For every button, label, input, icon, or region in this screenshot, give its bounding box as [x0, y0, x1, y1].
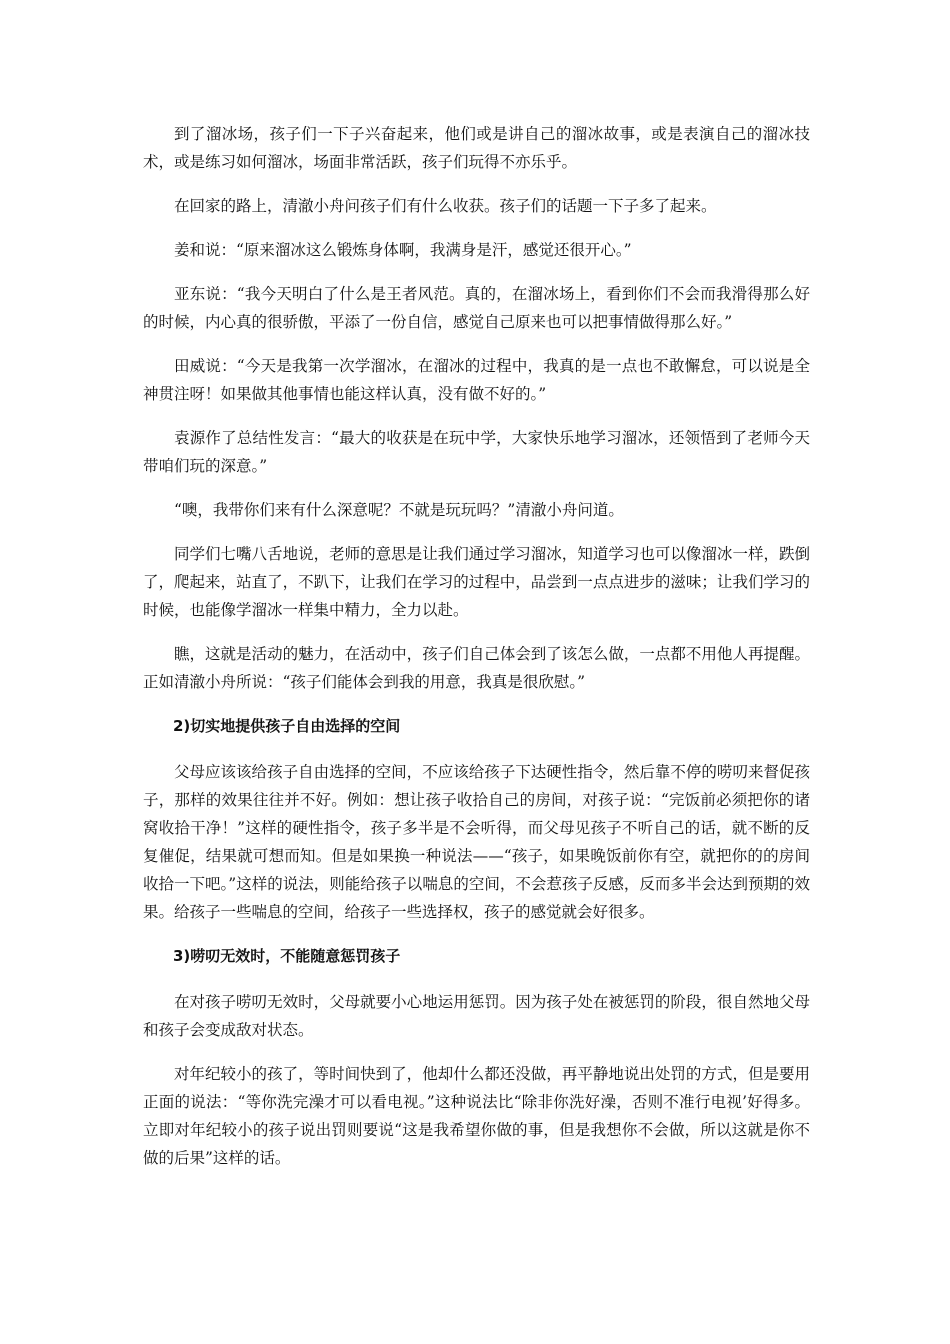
paragraph: 袁源作了总结性发言：“最大的收获是在玩中学，大家快乐地学习溜冰，还领悟到了老师今天带咱们玩的深意。” — [143, 429, 810, 475]
paragraph: 到了溜冰场，孩子们一下子兴奋起来，他们或是讲自己的溜冰故事，或是表演自己的溜冰技术，或是练习如何溜冰，场面非常活跃，孩子们玩得不亦乐乎。 — [143, 125, 810, 171]
paragraph: 亚东说：“我今天明白了什么是王者风范。真的，在溜冰场上，看到你们不会而我滑得那么好的时候，内心真的很骄傲，平添了一份自信，感觉自己原来也可以把事情做得那么好。” — [143, 285, 810, 331]
paragraph: 在回家的路上，清澈小舟问孩子们有什么收获。孩子们的话题一下子多了起来。 — [174, 197, 717, 215]
paragraph: 父母应该该给孩子自由选择的空间，不应该给孩子下达硬性指令，然后靠不停的唠叨来督促孩子，那样的效果往往并不好。例如：想让孩子收拾自己的房间，对孩子说：“完饭前必须把你的诸窝收拾干净！”这样的硬性指令，孩子多半是不会听得，而父母见孩子不听自己的话，就不断的反复催促，结果就可想而知。但是如果换一种说法——“孩子，如果晚饭前你有空，就把你的的房间收拾一下吧。”这样的说法，则能给孩子以喘息的空间，不会惹孩子反感，反而多半会达到预期的效果。给孩子一些喘息的空间，给孩子一些选择权，孩子的感觉就会好很多。 — [143, 763, 810, 921]
section-heading: 2)切实地提供孩子自由选择的空间 — [173, 717, 401, 735]
paragraph: “噢，我带你们来有什么深意呢？不就是玩玩吗？”清澈小舟问道。 — [174, 501, 624, 519]
section-heading: 3)唠叨无效时，不能随意惩罚孩子 — [173, 947, 401, 965]
paragraph: 在对孩子唠叨无效时，父母就要小心地运用惩罚。因为孩子处在被惩罚的阶段，很自然地父母和孩子会变成敌对状态。 — [143, 993, 810, 1039]
paragraph: 同学们七嘴八舌地说，老师的意思是让我们通过学习溜冰，知道学习也可以像溜冰一样，跌倒了，爬起来，站直了，不趴下，让我们在学习的过程中，品尝到一点点进步的滋味；让我们学习的时候，也能像学溜冰一样集中精力，全力以赴。 — [143, 545, 810, 619]
paragraph: 姜和说：“原来溜冰这么锻炼身体啊，我满身是汗，感觉还很开心。” — [174, 241, 632, 259]
paragraph: 对年纪较小的孩了，等时间快到了，他却什么都还没做，再平静地说出处罚的方式，但是要用正面的说法：“等你洗完澡才可以看电视。”这种说法比“除非你洗好澡，否则不准行电视’好得多。立即对年纪较小的孩子说出罚则要说“这是我希望你做的事，但是我想你不会做，所以这就是你不做的后果”这样的话。 — [143, 1065, 810, 1167]
paragraph: 田威说：“今天是我第一次学溜冰，在溜冰的过程中，我真的是一点也不敢懈怠，可以说是全神贯注呀！如果做其他事情也能这样认真，没有做不好的。” — [143, 357, 810, 403]
paragraph: 瞧，这就是活动的魅力，在活动中，孩子们自己体会到了该怎么做，一点都不用他人再提醒。正如清澈小舟所说：“孩子们能体会到我的用意，我真是很欣慰。” — [143, 645, 810, 691]
document-body — [143, 120, 810, 1188]
